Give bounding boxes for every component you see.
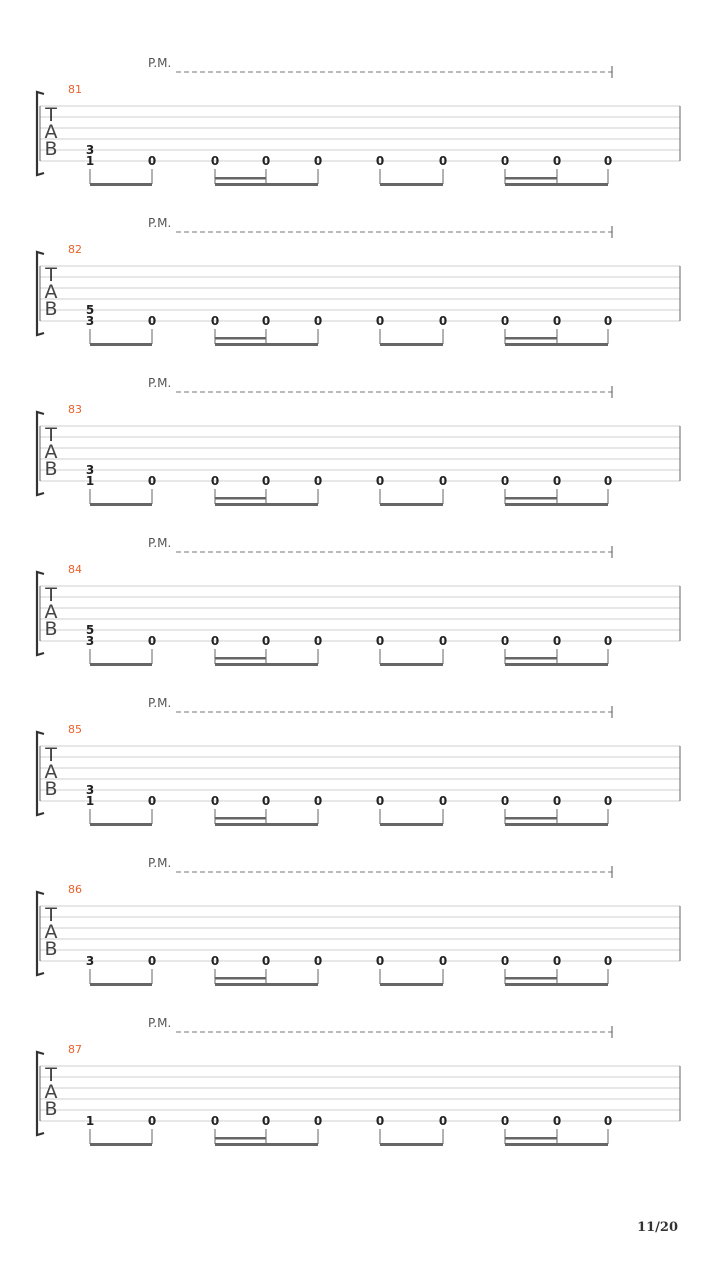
fret-number: 0 [313, 314, 323, 328]
fret-number: 0 [147, 634, 157, 648]
beam [505, 663, 608, 666]
tab-clef-letter: T [45, 584, 57, 606]
beam [380, 183, 443, 186]
fret-number: 0 [261, 1114, 271, 1128]
fret-number: 0 [603, 314, 613, 328]
beam [380, 343, 443, 346]
fret-number: 1 [85, 154, 95, 168]
fret-number: 0 [210, 634, 220, 648]
tab-clef-letter: A [44, 441, 58, 463]
fret-number: 0 [375, 474, 385, 488]
fret-number: 0 [313, 634, 323, 648]
fret-number: 0 [438, 474, 448, 488]
fret-number: 0 [552, 314, 562, 328]
fret-number: 0 [552, 634, 562, 648]
palm-mute-label: P.M. [148, 1016, 172, 1030]
fret-number: 3 [85, 783, 95, 797]
fret-number: 0 [603, 154, 613, 168]
beam [505, 983, 608, 986]
fret-number: 0 [147, 794, 157, 808]
beam [90, 1143, 152, 1146]
fret-number: 0 [552, 794, 562, 808]
beam [215, 503, 318, 506]
tab-clef-letter: T [45, 1064, 57, 1086]
fret-number: 1 [85, 474, 95, 488]
beam-secondary [505, 657, 557, 660]
tab-clef-letter: A [44, 281, 58, 303]
fret-number: 0 [313, 1114, 323, 1128]
fret-number: 0 [210, 474, 220, 488]
fret-number: 0 [313, 794, 323, 808]
fret-number: 0 [210, 314, 220, 328]
beam-secondary [215, 337, 266, 340]
tab-clef-letter: T [45, 904, 57, 926]
fret-number: 0 [261, 794, 271, 808]
tab-clef-letter: A [44, 601, 58, 623]
beam-secondary [215, 817, 266, 820]
beam [215, 343, 318, 346]
fret-number: 0 [261, 954, 271, 968]
fret-number: 0 [375, 1114, 385, 1128]
measure-number: 84 [68, 563, 82, 576]
palm-mute-label: P.M. [148, 536, 172, 550]
beam [380, 1143, 443, 1146]
beam [505, 823, 608, 826]
fret-number: 1 [85, 1114, 95, 1128]
beam [90, 183, 152, 186]
fret-number: 0 [438, 634, 448, 648]
fret-number: 0 [552, 474, 562, 488]
tab-clef-letter: T [45, 264, 57, 286]
fret-number: 0 [375, 314, 385, 328]
tab-clef-letter: T [45, 744, 57, 766]
measure-number: 86 [68, 883, 82, 896]
measure-number: 85 [68, 723, 82, 736]
beam [505, 343, 608, 346]
beam-secondary [215, 497, 266, 500]
fret-number: 0 [261, 634, 271, 648]
measure-number: 87 [68, 1043, 82, 1056]
fret-number: 0 [313, 474, 323, 488]
fret-number: 0 [603, 954, 613, 968]
fret-number: 0 [500, 154, 510, 168]
fret-number: 0 [210, 154, 220, 168]
beam [90, 503, 152, 506]
beam [505, 1143, 608, 1146]
fret-number: 0 [438, 1114, 448, 1128]
tab-clef-letter: T [45, 424, 57, 446]
fret-number: 0 [261, 154, 271, 168]
palm-mute-label: P.M. [148, 376, 172, 390]
fret-number: 0 [147, 1114, 157, 1128]
fret-number: 0 [500, 1114, 510, 1128]
fret-number: 0 [375, 794, 385, 808]
measure-number: 81 [68, 83, 82, 96]
fret-number: 0 [375, 154, 385, 168]
fret-number: 0 [147, 954, 157, 968]
fret-number: 0 [313, 154, 323, 168]
fret-number: 0 [500, 474, 510, 488]
beam-secondary [505, 1137, 557, 1140]
palm-mute-label: P.M. [148, 56, 172, 70]
palm-mute-label: P.M. [148, 216, 172, 230]
fret-number: 0 [603, 794, 613, 808]
beam [215, 823, 318, 826]
tab-clef-letter: B [44, 298, 58, 320]
fret-number: 0 [500, 314, 510, 328]
beam-secondary [215, 977, 266, 980]
beam-secondary [505, 337, 557, 340]
beam [380, 823, 443, 826]
beam [90, 823, 152, 826]
beam-secondary [505, 817, 557, 820]
fret-number: 0 [603, 634, 613, 648]
fret-number: 0 [500, 954, 510, 968]
tab-clef-letter: A [44, 1081, 58, 1103]
fret-number: 0 [261, 314, 271, 328]
fret-number: 0 [210, 954, 220, 968]
tab-clef-letter: B [44, 618, 58, 640]
fret-number: 0 [500, 634, 510, 648]
tab-clef-letter: A [44, 921, 58, 943]
beam [215, 663, 318, 666]
fret-number: 0 [552, 154, 562, 168]
beam [215, 183, 318, 186]
beam [380, 983, 443, 986]
fret-number: 3 [85, 463, 95, 477]
tab-clef-letter: A [44, 761, 58, 783]
page-number: 11/20 [637, 1220, 678, 1235]
tab-clef-letter: B [44, 138, 58, 160]
tab-clef-letter: B [44, 778, 58, 800]
fret-number: 0 [210, 1114, 220, 1128]
palm-mute-label: P.M. [148, 856, 172, 870]
fret-number: 0 [147, 314, 157, 328]
beam-secondary [215, 177, 266, 180]
fret-number: 0 [552, 1114, 562, 1128]
beam [90, 343, 152, 346]
fret-number: 3 [85, 143, 95, 157]
tab-clef-letter: A [44, 121, 58, 143]
beam [505, 503, 608, 506]
fret-number: 0 [438, 794, 448, 808]
beam [215, 983, 318, 986]
fret-number: 1 [85, 794, 95, 808]
beam [380, 663, 443, 666]
measure-number: 83 [68, 403, 82, 416]
fret-number: 0 [603, 1114, 613, 1128]
measure-number: 82 [68, 243, 82, 256]
beam [90, 983, 152, 986]
fret-number: 0 [147, 474, 157, 488]
palm-mute-label: P.M. [148, 696, 172, 710]
fret-number: 5 [85, 303, 95, 317]
fret-number: 0 [438, 954, 448, 968]
fret-number: 0 [500, 794, 510, 808]
fret-number: 0 [147, 154, 157, 168]
fret-number: 0 [438, 314, 448, 328]
beam-secondary [215, 1137, 266, 1140]
beam [380, 503, 443, 506]
fret-number: 0 [438, 154, 448, 168]
fret-number: 3 [85, 634, 95, 648]
beam-secondary [505, 177, 557, 180]
tab-clef-letter: B [44, 1098, 58, 1120]
fret-number: 0 [313, 954, 323, 968]
beam [505, 183, 608, 186]
beam-secondary [505, 497, 557, 500]
beam [90, 663, 152, 666]
tab-clef-letter: T [45, 104, 57, 126]
beam [215, 1143, 318, 1146]
tab-clef-letter: B [44, 938, 58, 960]
fret-number: 0 [375, 954, 385, 968]
fret-number: 0 [603, 474, 613, 488]
fret-number: 0 [261, 474, 271, 488]
fret-number: 3 [85, 314, 95, 328]
fret-number: 0 [375, 634, 385, 648]
fret-number: 5 [85, 623, 95, 637]
fret-number: 0 [210, 794, 220, 808]
fret-number: 3 [85, 954, 95, 968]
fret-number: 0 [552, 954, 562, 968]
beam-secondary [215, 657, 266, 660]
beam-secondary [505, 977, 557, 980]
tab-clef-letter: B [44, 458, 58, 480]
